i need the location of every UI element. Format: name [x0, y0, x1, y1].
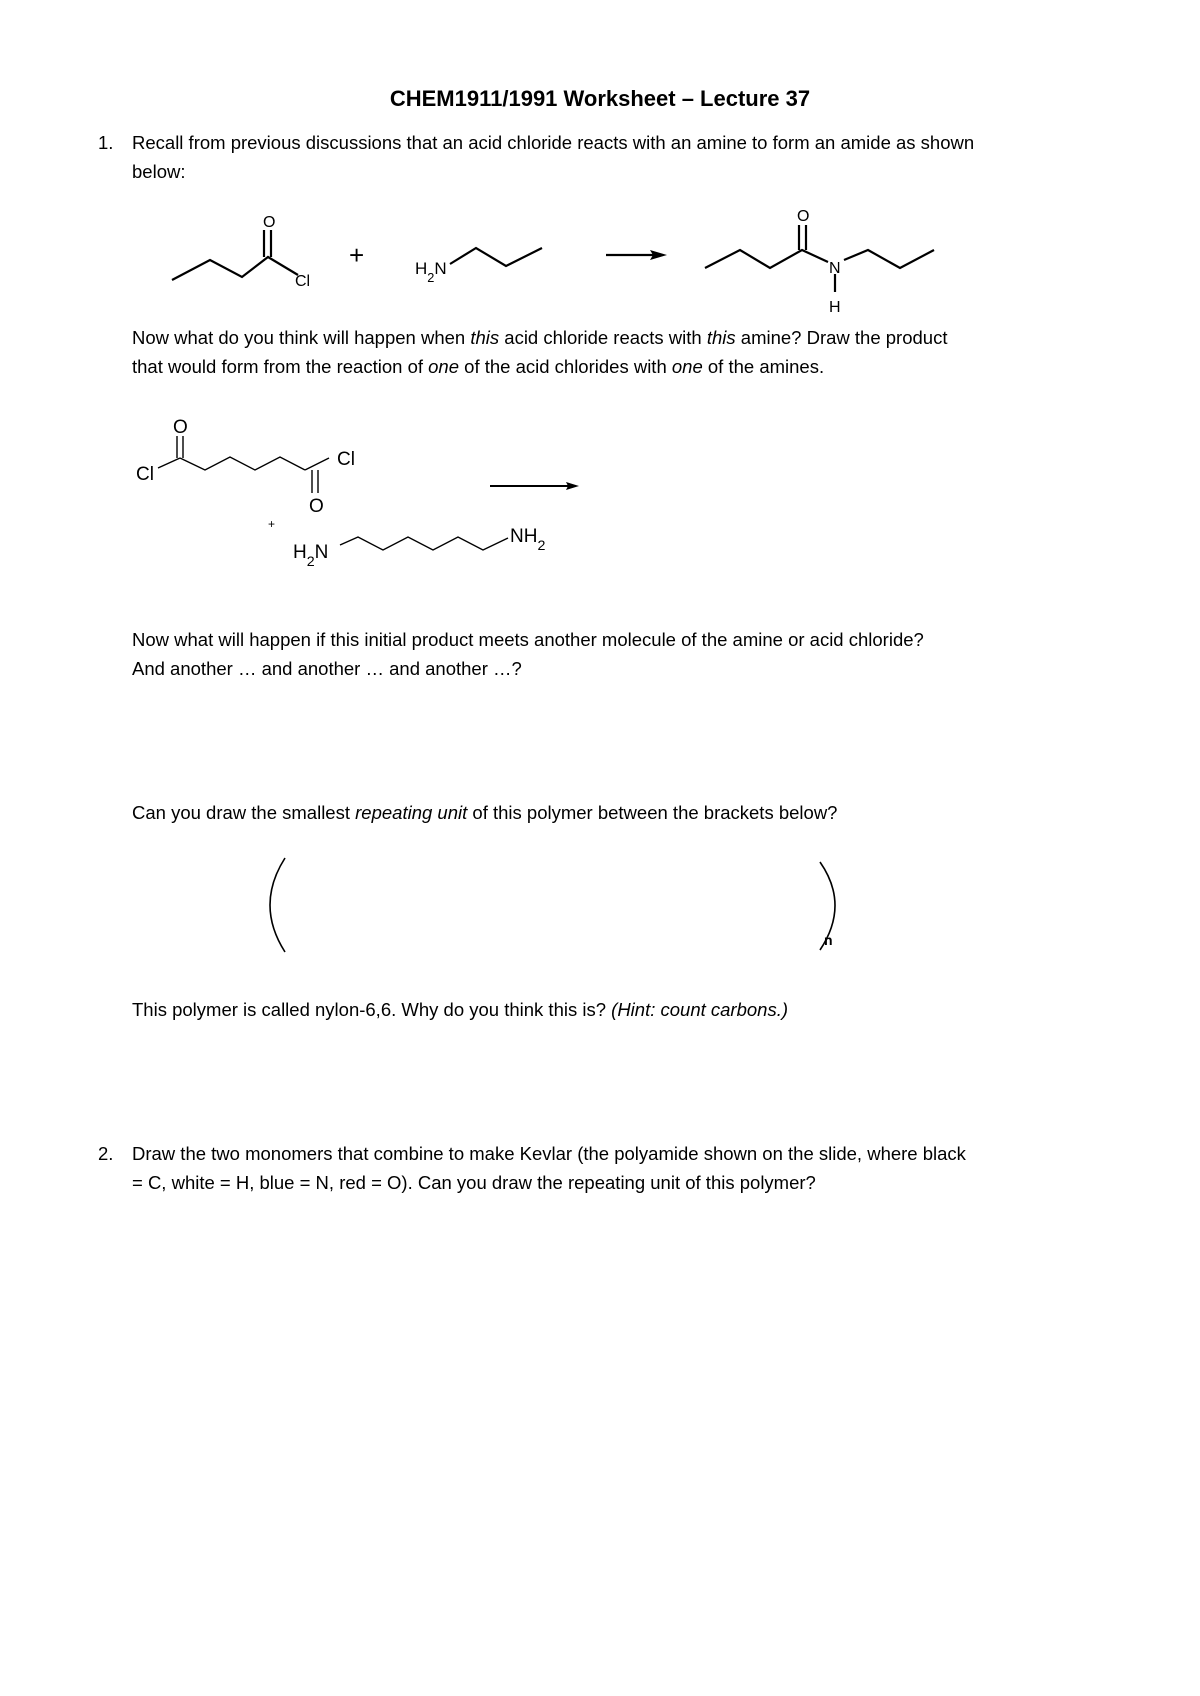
question-1-prompt-line2: that would form from the reaction of one of the acid chlorides with one of the amines.	[132, 356, 825, 377]
question-1-intro-line1: Recall from previous discussions that an acid chloride reacts with an amine to form an amide as shown	[132, 132, 975, 153]
amine-structure	[450, 248, 542, 266]
reaction-scheme-amide-formation	[150, 200, 970, 325]
question-2-line2: = C, white = H, blue = N, red = O). Can you draw the repeating unit of this polymer?	[132, 1172, 816, 1193]
page-title: CHEM1911/1991 Worksheet – Lecture 37	[389, 86, 811, 111]
plus-sign-small: +	[268, 517, 276, 531]
adipoyl-bottom-oxygen-label: O	[309, 496, 324, 517]
question-2-number: 2.	[98, 1143, 114, 1164]
adipoyl-left-chlorine-label: Cl	[136, 464, 154, 485]
amide-hydrogen-label: H	[829, 299, 841, 316]
acid-chloride-chlorine-label: Cl	[295, 273, 311, 290]
question-2-line1: Draw the two monomers that combine to make Kevlar (the polyamide shown on the slide, where black	[132, 1143, 966, 1164]
amide-product-structure	[705, 225, 934, 292]
plus-sign: +	[349, 240, 365, 270]
diamine-nh2-label: $NH_2$	[510, 526, 546, 554]
repeating-unit-brackets	[255, 850, 875, 965]
adipoyl-right-chlorine-label: Cl	[337, 449, 355, 470]
reaction-scheme-nylon-monomers	[125, 410, 605, 580]
question-1-intro-line2: below:	[132, 161, 186, 182]
diamine-h2n-label: $H_2N$	[293, 542, 329, 570]
amide-oxygen-label: O	[797, 208, 810, 225]
acid-chloride-oxygen-label: O	[263, 214, 276, 231]
hexamethylenediamine-structure	[340, 537, 508, 550]
repeating-unit-prompt: Can you draw the smallest repeating unit of this polymer between the brackets below?	[132, 802, 838, 823]
amine-h2n-label: $H_2N$	[415, 259, 447, 285]
question-1-number: 1.	[98, 132, 114, 153]
question-1-followup-line1: Now what will happen if this initial product meets another molecule of the amine or acid chloride?	[132, 629, 924, 650]
question-1-followup-line2: And another … and another … and another …?	[132, 658, 522, 679]
adipoyl-chloride-structure	[158, 436, 329, 493]
left-bracket	[270, 858, 285, 952]
bracket-subscript-n: n	[824, 932, 833, 948]
reaction-arrow-2	[490, 482, 579, 490]
question-1-prompt-line1: Now what do you think will happen when this acid chloride reacts with this amine? Draw the product	[132, 327, 948, 348]
nylon-question: This polymer is called nylon-6,6. Why do you think this is? (Hint: count carbons.)	[132, 999, 789, 1020]
adipoyl-top-oxygen-label: O	[173, 417, 188, 438]
amide-nitrogen-label: N	[829, 260, 841, 277]
acid-chloride-structure	[172, 230, 298, 280]
reaction-arrow	[606, 250, 667, 260]
